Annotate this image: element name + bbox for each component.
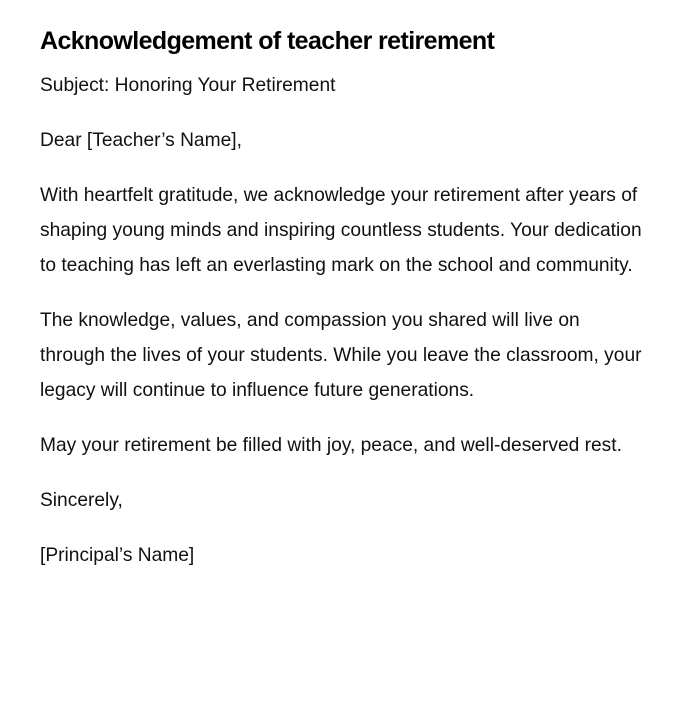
document-title: Acknowledgement of teacher retirement [40, 27, 495, 55]
closing: Sincerely, [40, 490, 123, 511]
signature: [Principal’s Name] [40, 545, 195, 566]
salutation: Dear [Teacher’s Name], [40, 130, 242, 151]
body-paragraph-1: With heartfelt gratitude, we acknowledge your retirement after years of shaping young minds and inspiring countless students. Your dedication to teaching has left an everlasting mark on the school and community. [40, 185, 642, 276]
subject-line: Subject: Honoring Your Retirement [40, 75, 336, 96]
body-paragraph-2: The knowledge, values, and compassion you shared will live on through the lives of your students. While you leave the classroom, your legacy will continue to influence future generations. [40, 310, 642, 401]
body-paragraph-3: May your retirement be filled with joy, peace, and well-deserved rest. [40, 435, 622, 456]
